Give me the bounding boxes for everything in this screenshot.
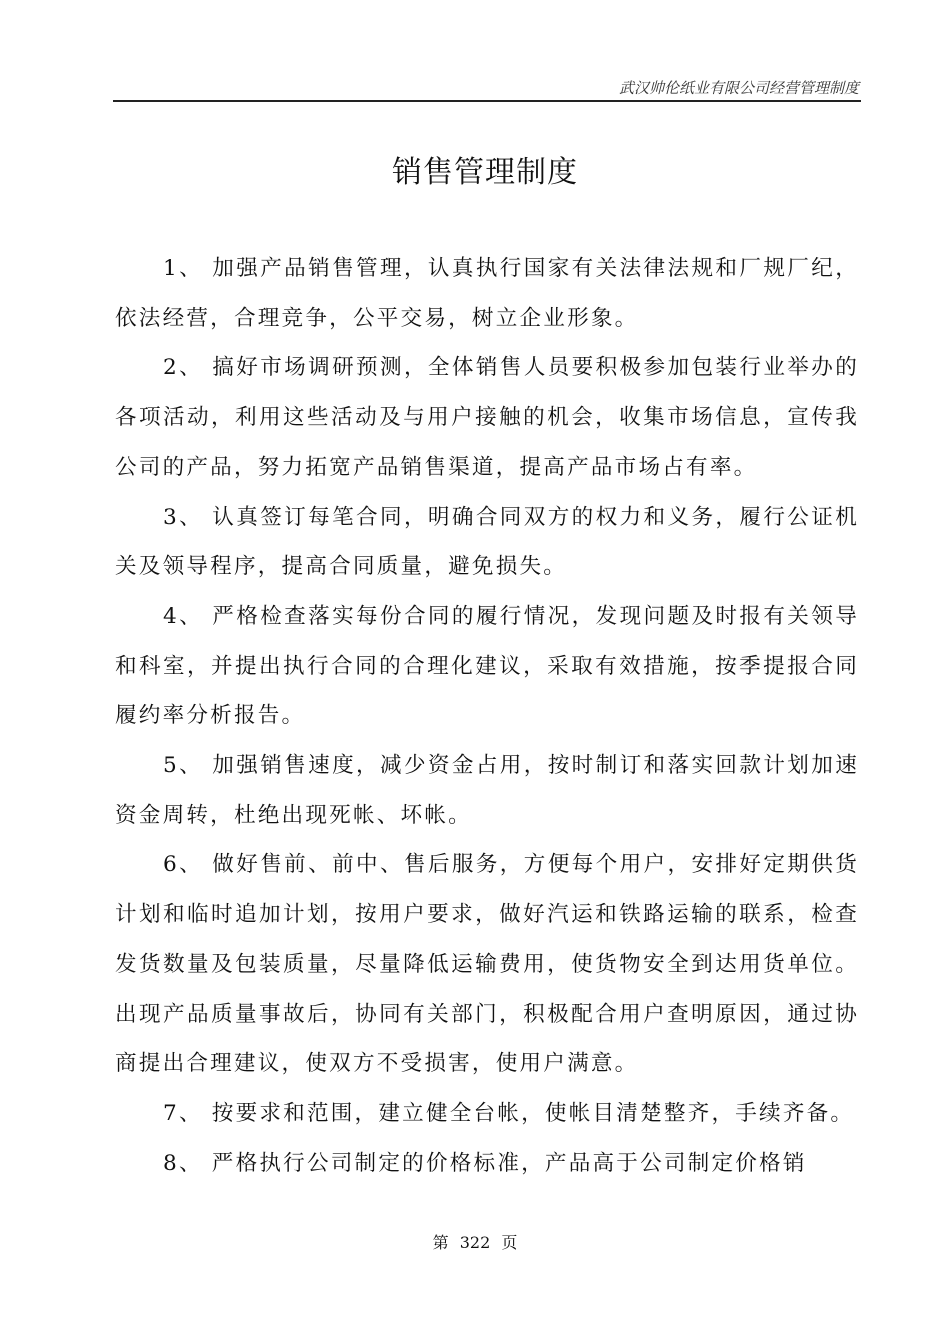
page-number: 322: [459, 1233, 491, 1252]
footer-prefix: 第: [432, 1233, 449, 1252]
page-footer: [0, 1230, 950, 1253]
document-title: 销售管理制度: [392, 155, 578, 190]
paragraph-4: 4、 严格检查落实每份合同的履行情况，发现问题及时报有关领导和科室，并提出执行合同的合理化建议，采取有效措施，按季提报合同履约率分析报告。: [115, 603, 859, 729]
paragraph-1: 1、 加强产品销售管理，认真执行国家有关法律法规和厂规厂纪，依法经营，合理竞争，公平交易，树立企业形象。: [115, 256, 859, 331]
page-header: [113, 74, 861, 102]
footer-suffix: 页: [501, 1233, 518, 1252]
paragraph-7: 7、 按要求和范围，建立健全台帐，使帐目清楚整齐，手续齐备。: [163, 1100, 855, 1126]
paragraph-2: 2、 搞好市场调研预测，全体销售人员要积极参加包装行业举办的各项活动，利用这些活动及与用户接触的机会，收集市场信息，宣传我公司的产品，努力拓宽产品销售渠道，提高产品市场占有率。: [115, 355, 859, 480]
paragraph-5: 5、 加强销售速度，减少资金占用，按时制订和落实回款计划加速资金周转，杜绝出现死帐、坏帐。: [115, 753, 859, 828]
paragraph-8: 8、 严格执行公司制定的价格标准，产品高于公司制定价格销: [163, 1150, 807, 1176]
paragraph-6: 6、 做好售前、前中、售后服务，方便每个用户，安排好定期供货计划和临时追加计划，按用户要求，做好汽运和铁路运输的联系，检查发货数量及包装质量，尽量降低运输费用，使货物安全到达用货单位。出现产品质量事故后，协同有关部门，积极配合用户查明原因，通过协商提出合理建议，使双方不受损害，使用户满意。: [115, 852, 859, 1077]
paragraph-3: 3、 认真签订每笔合同，明确合同双方的权力和义务，履行公证机关及领导程序，提高合同质量，避免损失。: [115, 504, 859, 580]
header-company-title: 武汉帅伦纸业有限公司经营管理制度: [618, 79, 859, 97]
document-body: [115, 244, 859, 1188]
